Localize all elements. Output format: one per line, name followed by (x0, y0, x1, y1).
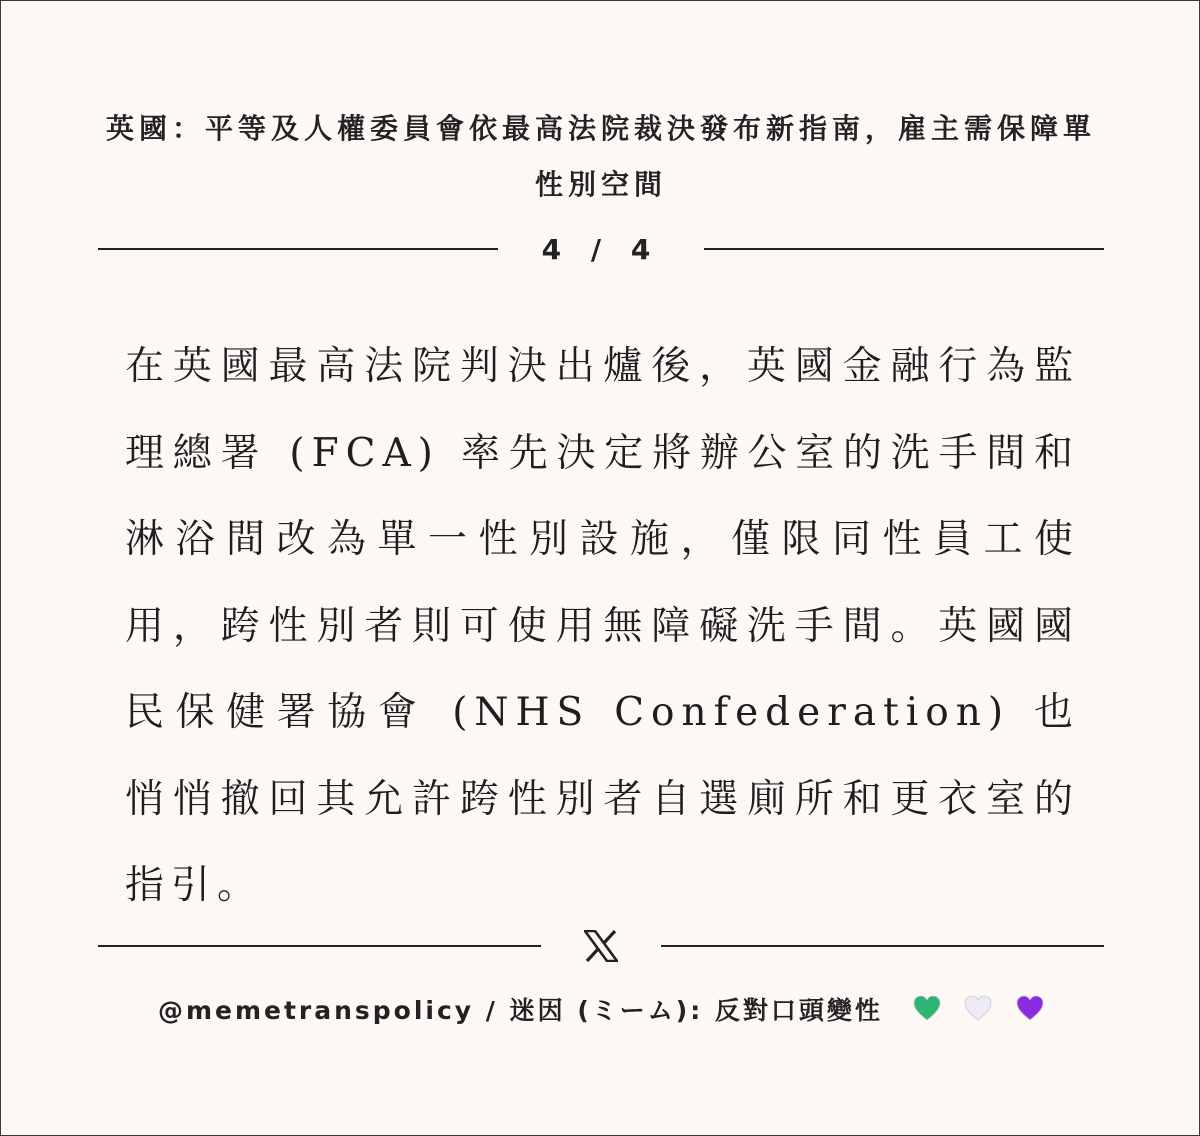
footer-handle-text: @memetranspolicy / 迷因 (ミーム): 反對口頭變性 (157, 996, 883, 1025)
footer (101, 989, 1101, 1035)
white-heart-icon (964, 991, 992, 1035)
headline: 英國：平等及人權委員會依最高法院裁決發布新指南，雇主需保障單性別空間 (105, 112, 1096, 201)
divider-line-left (98, 248, 498, 250)
page-indicator-row (98, 229, 1104, 269)
divider-line-right (661, 945, 1104, 947)
x-logo-row (98, 926, 1104, 966)
divider-line-left (98, 945, 541, 947)
purple-heart-icon (1016, 991, 1044, 1035)
page-indicator: 4 / 4 (541, 232, 661, 266)
green-heart-icon (913, 991, 941, 1035)
divider-line-right (704, 248, 1104, 250)
heart-emoji-group (901, 990, 1044, 1035)
body-paragraph: 在英國最高法院判決出爐後，英國金融行為監理總署 (FCA) 率先決定將辦公室的洗手間和淋浴間改為單一性別設施，僅限同性員工使用，跨性別者則可使用無障礙洗手間。英國國民保健署協會 (NHS Confederation) 也悄悄撤回其允許跨性別者自選廁所和更衣室的指引。 (125, 344, 1080, 908)
x-logo-icon (541, 930, 661, 962)
